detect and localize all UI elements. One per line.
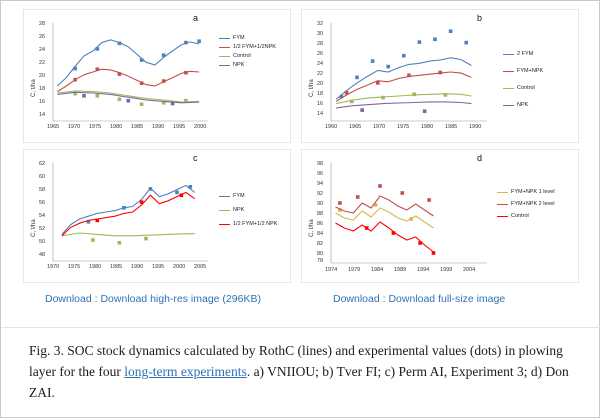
panel-b-ytick: 16 bbox=[317, 101, 324, 107]
series-point bbox=[184, 41, 188, 45]
series-point bbox=[127, 99, 131, 103]
long-term-experiments-link[interactable]: long-term experiments bbox=[124, 363, 247, 379]
panel-d-ytick: 84 bbox=[317, 231, 324, 237]
series-point bbox=[438, 71, 442, 75]
series-point bbox=[96, 67, 100, 71]
series-point bbox=[180, 193, 184, 197]
panel-b-ytick: 28 bbox=[317, 41, 324, 47]
panel-d-ytick: 88 bbox=[317, 211, 324, 217]
legend-swatch bbox=[497, 192, 508, 193]
legend-item bbox=[219, 221, 277, 227]
panel-d-xtick: 1984 bbox=[371, 267, 384, 273]
series-point bbox=[118, 241, 122, 245]
series-point bbox=[407, 74, 411, 78]
series-line bbox=[57, 40, 199, 86]
panel-d-xtick: 1994 bbox=[417, 267, 430, 273]
series-line bbox=[336, 196, 434, 216]
series-point bbox=[140, 102, 144, 106]
series-point bbox=[365, 226, 369, 230]
legend-label: Control bbox=[511, 213, 529, 219]
download-highres[interactable] bbox=[45, 293, 261, 305]
series-point bbox=[356, 195, 360, 199]
series-point bbox=[355, 76, 359, 80]
series-point bbox=[392, 231, 396, 235]
panel-b-ytick: 26 bbox=[317, 51, 324, 57]
panel-c-legend bbox=[219, 193, 277, 230]
panel-d-xtick: 1974 bbox=[325, 267, 338, 273]
series-point bbox=[338, 201, 342, 205]
chart-panel-c bbox=[23, 149, 291, 283]
panel-a-xtick: 1990 bbox=[152, 124, 165, 130]
series-point bbox=[427, 198, 431, 202]
series-point bbox=[91, 238, 95, 242]
legend-swatch bbox=[219, 65, 230, 66]
legend-item bbox=[503, 102, 543, 108]
panel-c-ytick: 56 bbox=[39, 200, 46, 206]
legend-label: 2 FYM bbox=[517, 51, 534, 57]
series-point bbox=[381, 96, 385, 100]
series-point bbox=[449, 29, 453, 33]
panel-c-ytick: 48 bbox=[39, 252, 46, 258]
chart-panel-d bbox=[301, 149, 579, 283]
panel-a-legend bbox=[219, 35, 276, 71]
panel-c-xtick: 2000 bbox=[173, 264, 186, 270]
legend-item bbox=[219, 62, 276, 68]
panel-c-xtick: 1970 bbox=[47, 264, 60, 270]
panel-b-xtick: 1960 bbox=[325, 124, 338, 130]
series-point bbox=[433, 38, 437, 42]
panel-c-title: c bbox=[193, 153, 198, 163]
series-point bbox=[386, 65, 390, 69]
panel-d-ytick: 80 bbox=[317, 251, 324, 257]
panel-b-ytick: 20 bbox=[317, 81, 324, 87]
panel-a-ytick: 14 bbox=[39, 112, 46, 118]
panel-a-xtick: 1985 bbox=[131, 124, 144, 130]
panel-a-xtick: 2000 bbox=[194, 124, 207, 130]
series-point bbox=[96, 219, 100, 223]
series-point bbox=[371, 59, 375, 63]
series-point bbox=[144, 237, 148, 241]
series-point bbox=[82, 94, 86, 98]
panel-d-ytick: 78 bbox=[317, 258, 324, 264]
caption-line-2b: . a) VNIIOU; b) Tver FI; c) Perm AI, bbox=[246, 363, 448, 379]
legend-swatch bbox=[219, 210, 230, 211]
caption-line-3: Experiment 3; d) Don ZAI. bbox=[29, 363, 569, 400]
series-point bbox=[162, 79, 166, 83]
series-point bbox=[73, 67, 77, 71]
panel-a-ytick: 20 bbox=[39, 73, 46, 79]
series-point bbox=[423, 109, 427, 113]
series-point bbox=[118, 98, 122, 102]
download-fullsize-link[interactable]: Download full-size image bbox=[388, 293, 506, 305]
panel-b-ytick: 18 bbox=[317, 91, 324, 97]
panel-b-ytick: 24 bbox=[317, 61, 324, 67]
panel-d-ytick: 86 bbox=[317, 221, 324, 227]
panel-a-ytick: 22 bbox=[39, 60, 46, 66]
series-point bbox=[360, 108, 364, 112]
series-point bbox=[149, 187, 153, 191]
panel-b-ytick: 22 bbox=[317, 71, 324, 77]
legend-item bbox=[497, 201, 555, 207]
legend-swatch bbox=[219, 47, 230, 48]
panel-d-xtick: 1999 bbox=[440, 267, 453, 273]
series-line bbox=[57, 69, 199, 91]
download-fullsize[interactable] bbox=[333, 293, 505, 305]
series-point bbox=[345, 91, 349, 95]
panel-d-ytick: 98 bbox=[317, 161, 324, 167]
panel-a-title: a bbox=[193, 13, 199, 23]
caption-divider bbox=[1, 327, 600, 328]
panel-c-ytick: 54 bbox=[39, 213, 46, 219]
series-point bbox=[96, 94, 100, 98]
legend-label: Control bbox=[517, 85, 535, 91]
series-point bbox=[162, 53, 166, 57]
legend-item bbox=[219, 193, 277, 199]
panel-d-ylabel: C, t/ha bbox=[309, 219, 315, 237]
series-point bbox=[118, 72, 122, 76]
panel-c-ytick: 52 bbox=[39, 226, 46, 232]
series-point bbox=[376, 81, 380, 85]
legend-label: FYM+NPK 1 level bbox=[511, 189, 555, 195]
series-line bbox=[62, 192, 195, 235]
panel-b-xtick: 1965 bbox=[349, 124, 362, 130]
panel-c-ylabel: C, t/ha bbox=[31, 219, 37, 237]
series-point bbox=[350, 100, 354, 104]
panel-b-xtick: 1975 bbox=[397, 124, 410, 130]
panel-d-ytick: 92 bbox=[317, 191, 324, 197]
series-point bbox=[401, 191, 405, 195]
panel-b-xtick: 1990 bbox=[469, 124, 482, 130]
panel-b-ylabel: C, t/ha bbox=[309, 79, 315, 97]
download-links-row bbox=[1, 289, 600, 315]
series-point bbox=[412, 93, 416, 97]
series-point bbox=[140, 200, 144, 204]
panel-b-title: b bbox=[477, 13, 483, 23]
legend-label: NPK bbox=[233, 62, 245, 68]
panel-d-legend bbox=[497, 189, 555, 222]
series-point bbox=[175, 191, 179, 195]
panel-c-ytick: 58 bbox=[39, 187, 46, 193]
series-point bbox=[402, 54, 406, 58]
panel-b-xtick: 1980 bbox=[421, 124, 434, 130]
figure-area bbox=[1, 1, 600, 291]
panel-c-ytick: 60 bbox=[39, 174, 46, 180]
chart-panel-b bbox=[301, 9, 579, 143]
series-point bbox=[409, 217, 413, 221]
panel-a-xtick: 1970 bbox=[68, 124, 81, 130]
legend-swatch bbox=[503, 105, 514, 106]
panel-b-xtick: 1970 bbox=[373, 124, 386, 130]
legend-item bbox=[503, 68, 543, 74]
legend-swatch bbox=[219, 196, 230, 197]
panel-a-ytick: 16 bbox=[39, 99, 46, 105]
caption-line-2a: plowing layer for the four bbox=[29, 343, 563, 379]
legend-swatch bbox=[219, 38, 230, 39]
legend-swatch bbox=[497, 204, 508, 205]
legend-item bbox=[497, 213, 555, 219]
legend-swatch bbox=[219, 224, 230, 225]
panel-d-ytick: 96 bbox=[317, 171, 324, 177]
panel-a-plot bbox=[23, 9, 291, 143]
panel-d-xtick: 1989 bbox=[394, 267, 407, 273]
panel-c-xtick: 1990 bbox=[131, 264, 144, 270]
legend-item bbox=[219, 35, 276, 41]
panel-c-xtick: 1985 bbox=[110, 264, 123, 270]
panel-a-ytick: 18 bbox=[39, 86, 46, 92]
panel-c-ytick: 50 bbox=[39, 239, 46, 245]
panel-d-xtick: 2004 bbox=[463, 267, 476, 273]
panel-c-xtick: 1995 bbox=[152, 264, 165, 270]
series-point bbox=[432, 251, 436, 255]
series-point bbox=[444, 93, 448, 97]
series-point bbox=[140, 58, 144, 62]
panel-a-ytick: 26 bbox=[39, 34, 46, 40]
figure-caption bbox=[29, 341, 574, 404]
series-point bbox=[73, 78, 77, 82]
legend-label: FYM bbox=[233, 35, 245, 41]
legend-item bbox=[219, 53, 276, 59]
series-point bbox=[464, 41, 468, 45]
series-point bbox=[118, 42, 122, 46]
legend-label: FYM+NPK bbox=[517, 68, 544, 74]
legend-item bbox=[503, 85, 543, 91]
legend-item bbox=[219, 207, 277, 213]
legend-swatch bbox=[219, 56, 230, 57]
legend-label: 1/2 FYM+1/2NPK bbox=[233, 44, 276, 50]
series-point bbox=[184, 71, 188, 75]
panel-b-ytick: 14 bbox=[317, 111, 324, 117]
legend-swatch bbox=[503, 54, 514, 55]
series-point bbox=[140, 81, 144, 85]
panel-a-xtick: 1980 bbox=[110, 124, 123, 130]
panel-d-xtick: 1979 bbox=[348, 267, 361, 273]
panel-d-ytick: 94 bbox=[317, 181, 324, 187]
legend-swatch bbox=[497, 216, 508, 217]
chart-panel-a bbox=[23, 9, 291, 143]
panel-c-xtick: 1980 bbox=[89, 264, 102, 270]
panel-c-ytick: 62 bbox=[39, 161, 46, 167]
series-point bbox=[197, 39, 201, 43]
panel-b-ytick: 32 bbox=[317, 21, 324, 27]
legend-item bbox=[503, 51, 543, 57]
panel-a-xtick: 1965 bbox=[47, 124, 60, 130]
panel-c-xtick: 1975 bbox=[68, 264, 81, 270]
panel-d-title: d bbox=[477, 153, 483, 163]
panel-d-ytick: 90 bbox=[317, 201, 324, 207]
legend-label: FYM+NPK 2 level bbox=[511, 201, 555, 207]
caption-line-1: Fig. 3. SOC stock dynamics calculated by RothC (lines) and experimental values (dots) in bbox=[29, 343, 516, 358]
download-highres-prefix: Download : bbox=[45, 293, 101, 305]
panel-c-xtick: 2005 bbox=[194, 264, 207, 270]
download-fullsize-prefix: Download : bbox=[333, 293, 389, 305]
series-line bbox=[62, 185, 195, 234]
legend-item bbox=[497, 189, 555, 195]
panel-b-legend bbox=[503, 51, 543, 111]
panel-b-xtick: 1985 bbox=[445, 124, 458, 130]
legend-label: FYM bbox=[233, 193, 245, 199]
legend-item bbox=[219, 44, 276, 50]
series-point bbox=[189, 185, 193, 189]
series-line bbox=[62, 233, 195, 236]
panel-a-xtick: 1975 bbox=[89, 124, 102, 130]
series-point bbox=[122, 206, 126, 210]
series-point bbox=[418, 241, 422, 245]
series-point bbox=[184, 99, 188, 103]
panel-d-ytick: 82 bbox=[317, 241, 324, 247]
legend-label: NPK bbox=[517, 102, 529, 108]
series-line bbox=[336, 222, 434, 252]
panel-a-ytick: 28 bbox=[39, 21, 46, 27]
panel-a-xtick: 1995 bbox=[173, 124, 186, 130]
panel-a-ytick: 24 bbox=[39, 47, 46, 53]
series-point bbox=[418, 40, 422, 44]
panel-a-ylabel: C, t/ha bbox=[31, 79, 37, 97]
legend-swatch bbox=[503, 88, 514, 89]
series-line bbox=[336, 102, 471, 108]
series-point bbox=[378, 184, 382, 188]
series-point bbox=[96, 47, 100, 51]
panel-b-ytick: 30 bbox=[317, 31, 324, 37]
legend-label: 1/2 FYM+1/2 NPK bbox=[233, 221, 278, 227]
legend-swatch bbox=[503, 71, 514, 72]
legend-label: Control bbox=[233, 53, 251, 59]
series-point bbox=[171, 102, 175, 106]
download-highres-link[interactable]: Download high-res image (296KB) bbox=[100, 293, 261, 305]
legend-label: NPK bbox=[233, 207, 245, 213]
